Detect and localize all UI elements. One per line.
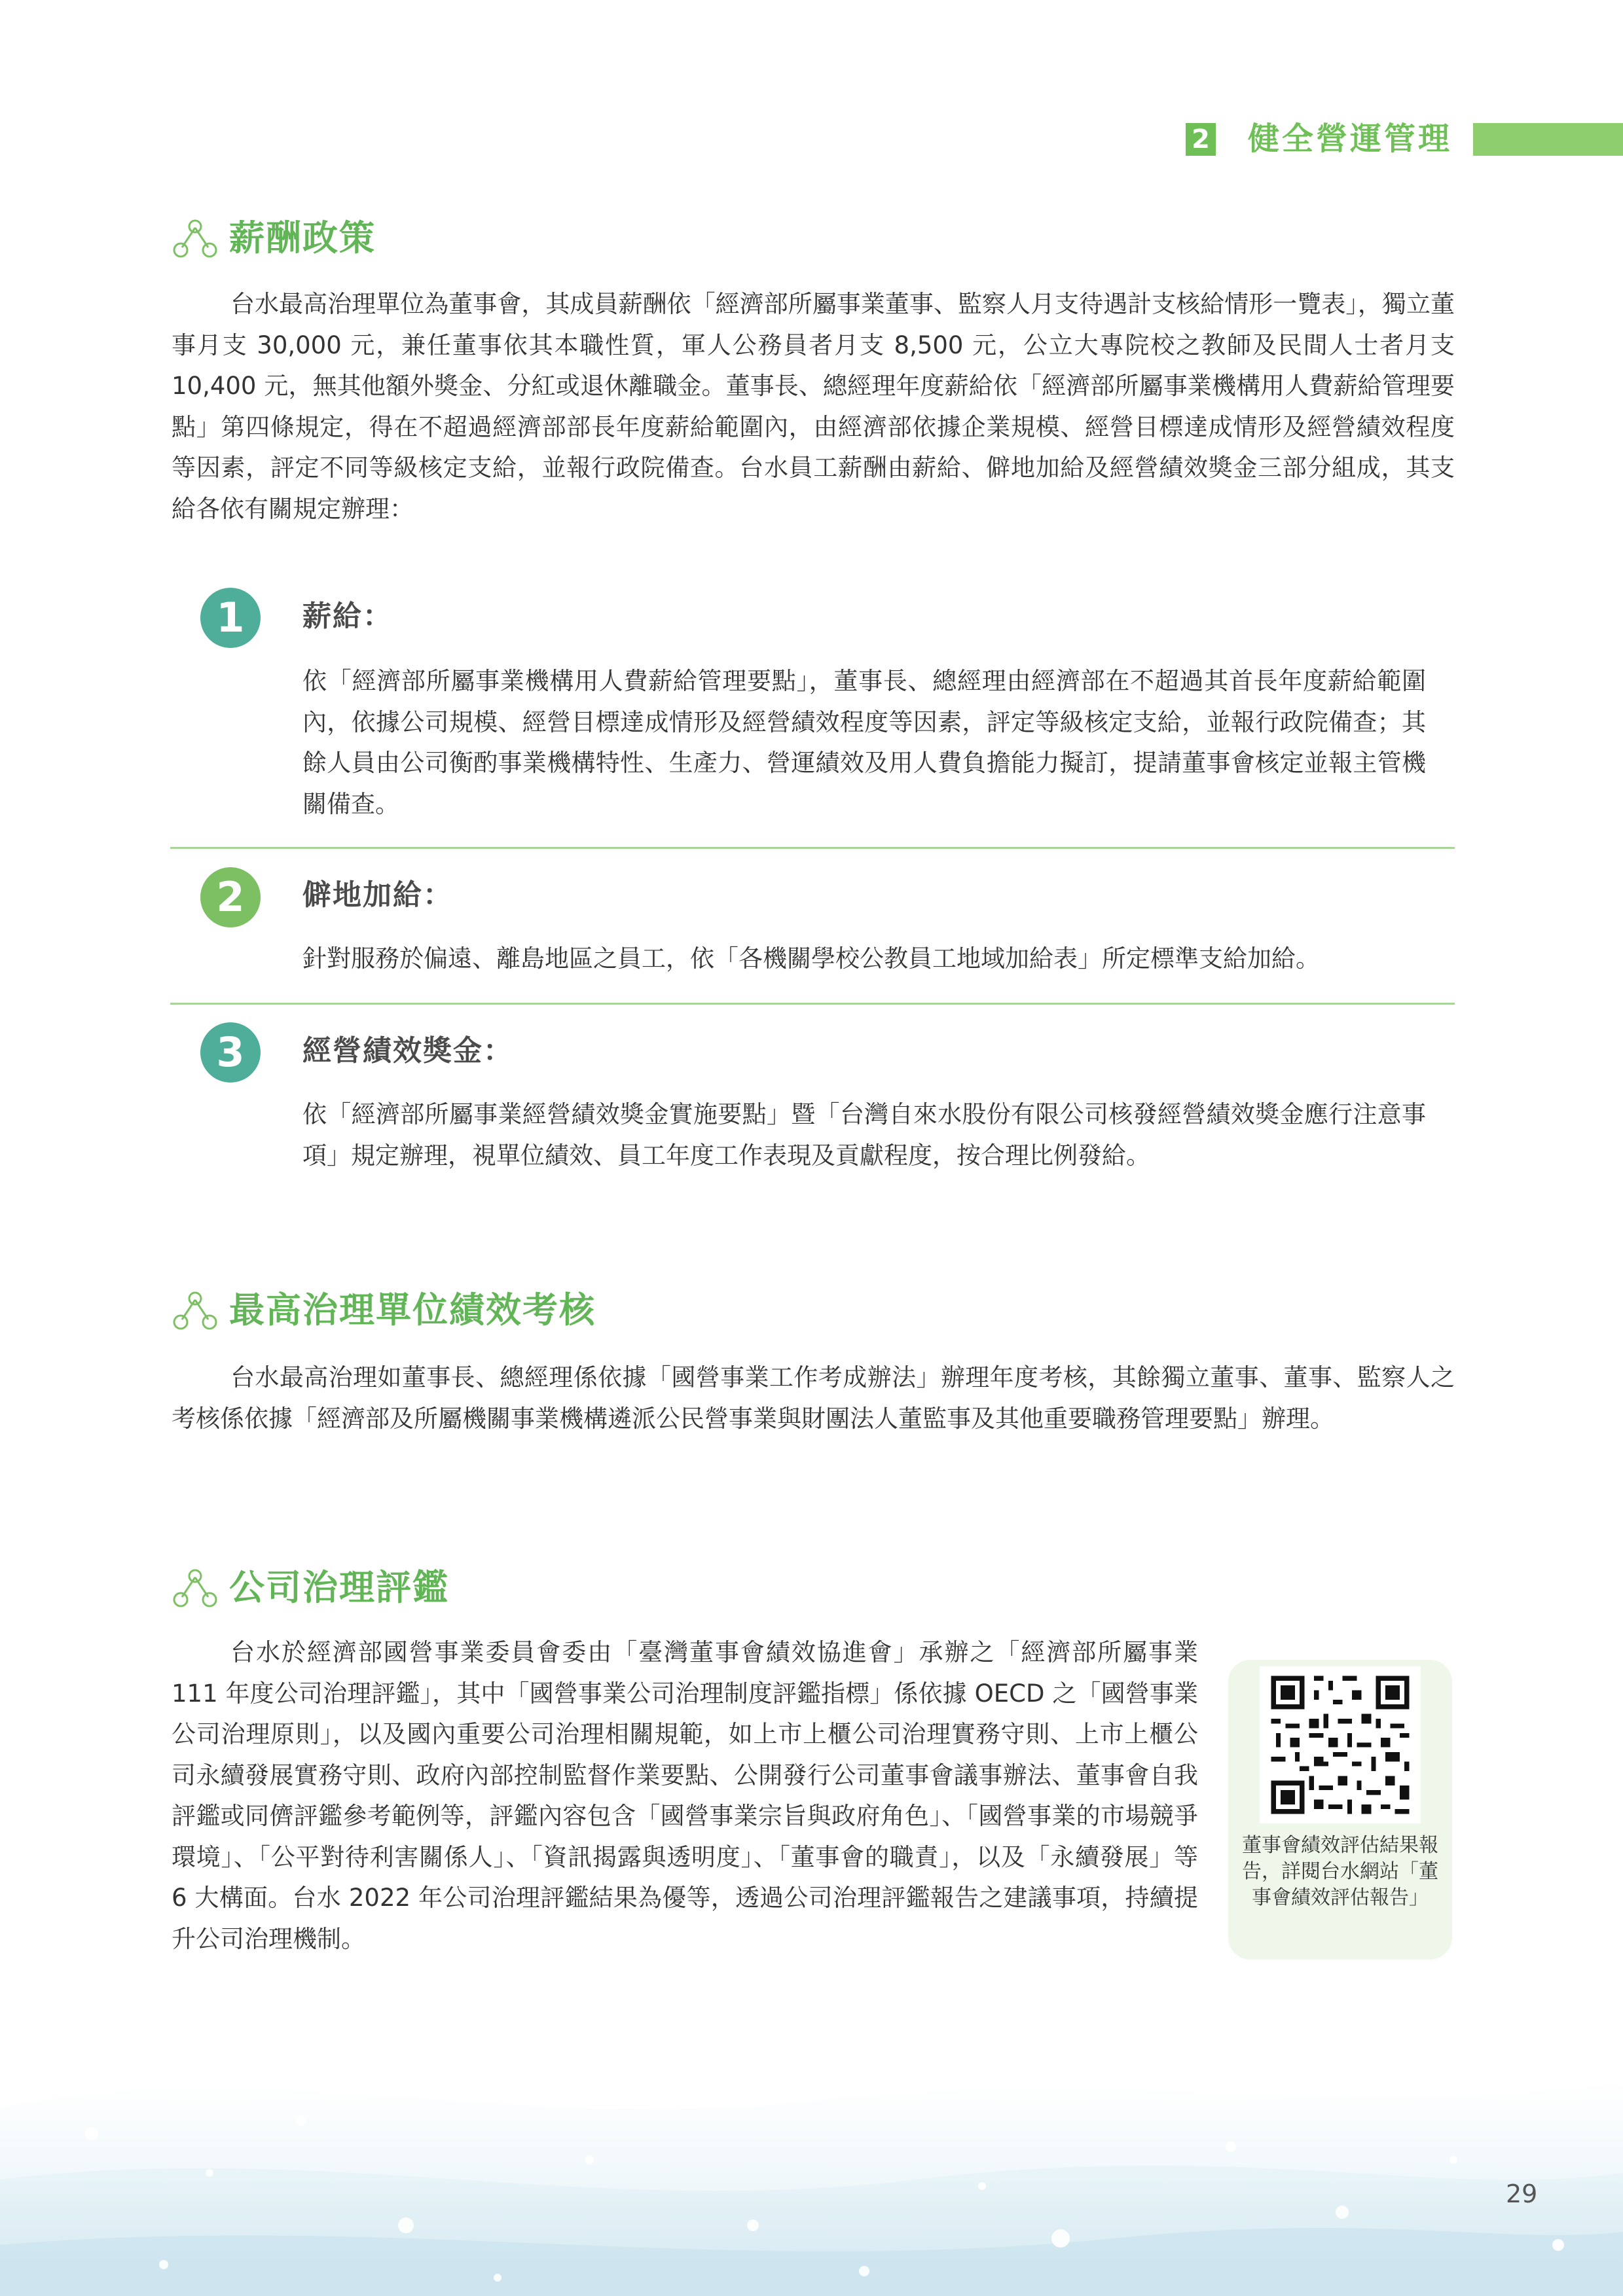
molecule-icon [169,212,221,264]
item-text: 依「經濟部所屬事業機構用人費薪給管理要點」，董事長、總經理由經濟部在不超過其首長年度薪給範圍內，依據公司規模、經營目標達成情形及經營績效程度等因素，評定等級核定支給，並報行政院備查；其餘人員由公司衡酌事業機構特性、生產力、營運績效及用人費負擔能力擬訂，提請董事會核定並報主管機關備查。 [302,667,1426,818]
item-title: 僻地加給： [302,878,453,912]
chapter-bar [1473,123,1623,156]
divider [170,847,1455,849]
item-number-circle: 2 [200,867,261,927]
compensation-intro: 台水最高治理單位為董事會，其成員薪酬依「經濟部所屬事業董事、監察人月支待遇計支核給情形一覽表」，獨立董事月支 30,000 元，兼任董事依其本職性質，軍人公務員者月支 8,500 元，公立大專院校之教師及民間人士者月支 10,400 元，無其他額外獎金、分紅或退休離職金。董事長、總經理年度薪給依「經濟部所屬事業機構用人費薪給管理要點」第四條規定，得在不超過經濟部部長年度薪給範圍內，由經濟部依據企業規模、經營目標達成情形及經營績效程度等因素，評定不同等級核定支給，並報行政院備查。台水員工薪酬由薪給、僻地加給及經營績效獎金三部分組成，其支給各依有關規定辦理： [172,290,1455,523]
governance-text: 台水於經濟部國營事業委員會委由「臺灣董事會績效協進會」承辦之「經濟部所屬事業 111 年度公司治理評鑑」，其中「國營事業公司治理制度評鑑指標」係依據 OECD 之「國營事業公司治理原則」，以及國內重要公司治理相關規範，如上市上櫃公司治理實務守則、上市上櫃公司永續發展實務守則、政府內部控制監督作業要點、公開發行公司董事會議事辦法、董事會自我評鑑或同儕評鑑參考範例等，評鑑內容包含「國營事業宗旨與政府角色」、「國營事業的市場競爭環境」、「公平對待利害關係人」、「資訊揭露與透明度」、「董事會的職責」，以及「永續發展」等 6 大構面。台水 2022 年公司治理評鑑結果為優等，透過公司治理評鑑報告之建議事項，持續提升公司治理機制。 [172,1638,1198,1953]
item-text: 針對服務於偏遠、離島地區之員工，依「各機關學校公教員工地域加給表」所定標準支給加給。 [302,944,1320,973]
item-text: 依「經濟部所屬事業經營績效獎金實施要點」暨「台灣自來水股份有限公司核發經營績效獎金應行注意事項」規定辦理，視單位績效、員工年度工作表現及貢獻程度，按合理比例發給。 [302,1100,1426,1170]
section-title: 公司治理評鑑 [229,1567,449,1608]
section-title: 薪酬政策 [229,217,376,259]
page-number: 29 [1506,2179,1538,2208]
section-heading-performance [169,1284,596,1336]
item-title: 薪給： [302,600,393,633]
molecule-icon [169,1562,221,1614]
item-title: 經營績效獎金： [302,1034,513,1067]
chapter-number: 2 [1186,123,1216,156]
section-title: 最高治理單位績效考核 [229,1289,596,1331]
item-number-circle: 3 [200,1022,261,1083]
wave-background [0,2029,1623,2296]
section-heading-governance [169,1562,449,1614]
chapter-title: 健全營運管理 [1248,120,1453,157]
divider [170,1003,1455,1005]
qr-caption: 董事會績效評估結果報告，詳閱台水網站「董事會績效評估報告」 [1242,1834,1438,1909]
item-number-circle: 1 [200,588,261,648]
performance-text: 台水最高治理如董事長、總經理係依據「國營事業工作考成辦法」辦理年度考核，其餘獨立董事、董事、監察人之考核係依據「經濟部及所屬機關事業機構遴派公民營事業與財團法人董監事及其他重要職務管理要點」辦理。 [172,1363,1455,1433]
qr-code[interactable] [1260,1666,1421,1823]
molecule-icon [169,1284,221,1336]
section-heading-compensation [169,212,376,264]
